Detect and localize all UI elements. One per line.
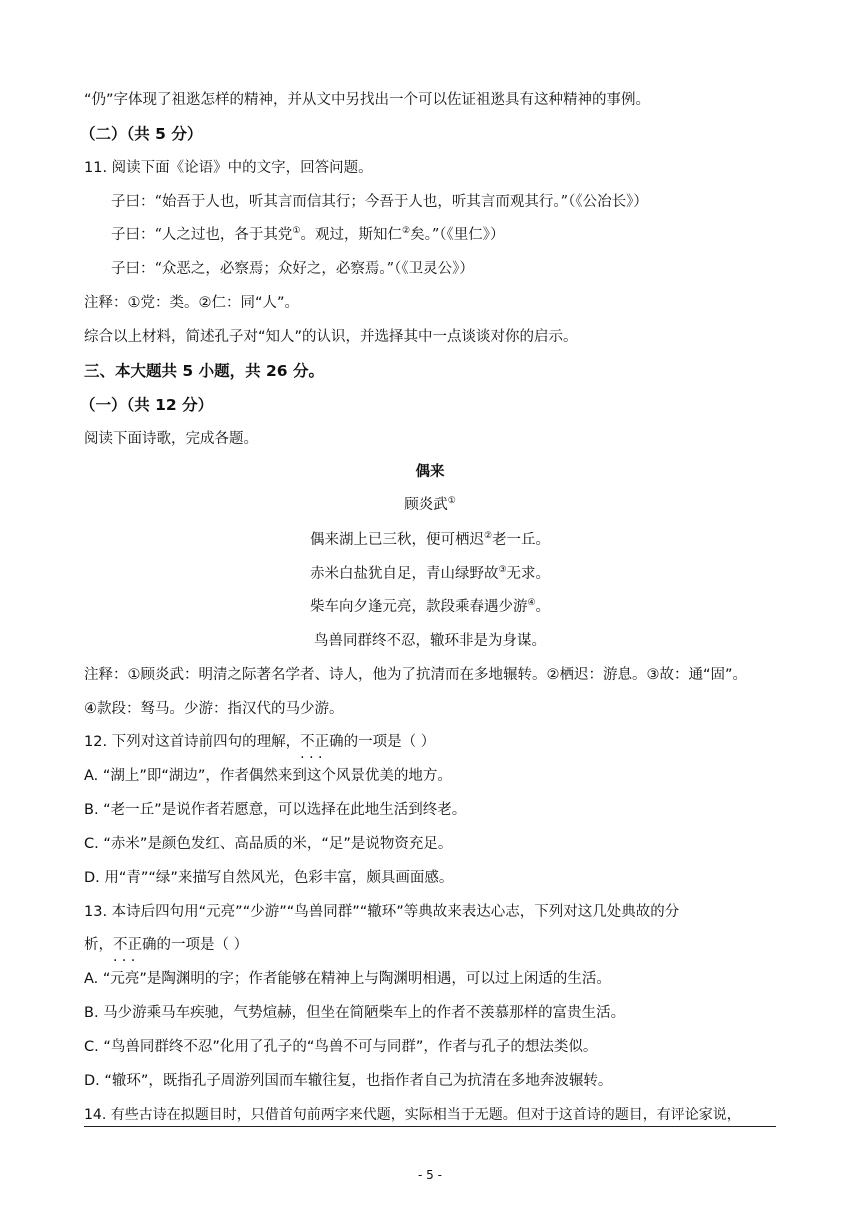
lunyu-quote-1: 子曰：“始吾于人也，听其言而信其行；今吾于人也，听其言而观其行。”（《公冶长》） [111,194,648,210]
q12-option-c: C. “赤米”是颜色发红、高品质的米，“足”是说物资充足。 [84,836,453,852]
q12-option-b: B. “老一丘”是说作者若愿意，可以选择在此地生活到终老。 [84,802,467,818]
q13-stem-2: 析，不正确 · · ·的一项是（ ） [84,935,776,955]
q11-task: 综合以上材料，简述孔子对“知人”的认识，并选择其中一点谈谈对你的启示。 [84,329,578,345]
lunyu-notes: 注释：①党：类。②仁：同“人”。 [84,295,300,311]
q14-stem: 14. 有些古诗在拟题目时，只借首句前两字来代题，实际相当于无题。但对于这首诗的题目，有评论家说， [84,1107,741,1123]
section-2-title: （二）（共 5 分） [80,125,203,143]
q13-option-b: B. 马少游乘马车疾驰，气势煊赫，但坐在简陋柴车上的作者不羡慕那样的富贵生活。 [84,1005,626,1021]
q13-option-c: C. “鸟兽同群终不忍”化用了孔子的“鸟兽不可与同群”，作者与孔子的想法类似。 [84,1039,598,1055]
page-number: - 5 - [418,1168,442,1182]
poem-instruction: 阅读下面诗歌，完成各题。 [84,431,258,447]
poem-line-1: 偶来湖上已三秋，便可栖迟②老一丘。 [309,531,551,548]
emphasis-not-correct: 不正确 · · · [300,734,344,750]
poem-line-3: 柴车向夕逢元亮，款段乘春遇少游④。 [309,598,551,615]
q12-stem: 12. 下列对这首诗前四句的理解，不正确 · · ·的一项是（ ） [84,732,776,752]
part-3-title: 三、本大题共 5 小题，共 26 分。 [84,362,324,380]
poem-title: 偶来 [415,463,445,480]
footer-divider [84,1126,776,1127]
q12-option-d: D. 用“青”“绿”来描写自然风光，色彩丰富，颇具画面感。 [84,870,454,886]
q11-stem: 11. 阅读下面《论语》中的文字，回答问题。 [84,160,373,176]
section-3-1-title: （一）（共 12 分） [80,396,214,414]
lunyu-quote-2: 子曰：“人之过也，各于其党①。观过，斯知仁②矣。”（《里仁》） [111,226,505,243]
poem-author: 顾炎武① [404,496,456,513]
q13-stem-1: 13. 本诗后四句用“元亮”“少游”“鸟兽同群”“辙环”等典故来表达心志，下列对这几处典故的分 [84,904,680,920]
lunyu-quote-3: 子曰：“众恶之，必察焉；众好之，必察焉。”（《卫灵公》） [111,261,474,277]
emphasis-not-correct: 不正确 · · · [113,937,157,953]
poem-notes-1: 注释：①顾炎武：明清之际著名学者、诗人，他为了抗清而在多地辗转。②栖迟：游息。③故：通“固”。 [84,667,748,683]
poem-line-2: 赤米白盐犹自足，青山绿野故③无求。 [309,565,551,582]
poem-notes-2: ④款段：驽马。少游：指汉代的马少游。 [84,701,344,717]
q12-option-a: A. “湖上”即“湖边”，作者偶然来到这个风景优美的地方。 [84,768,452,784]
q13-option-d: D. “辙环”，既指孔子周游列国而车辙往复，也指作者自己为抗清在多地奔波辗转。 [84,1073,613,1089]
q10-continuation: “仍”字体现了祖逖怎样的精神，并从文中另找出一个可以佐证祖逖具有这种精神的事例。 [84,92,651,108]
q13-option-a: A. “元亮”是陶渊明的字；作者能够在精神上与陶渊明相遇，可以过上闲适的生活。 [84,971,611,987]
poem-line-4: 鸟兽同群终不忍，辙环非是为身谋。 [314,633,546,649]
